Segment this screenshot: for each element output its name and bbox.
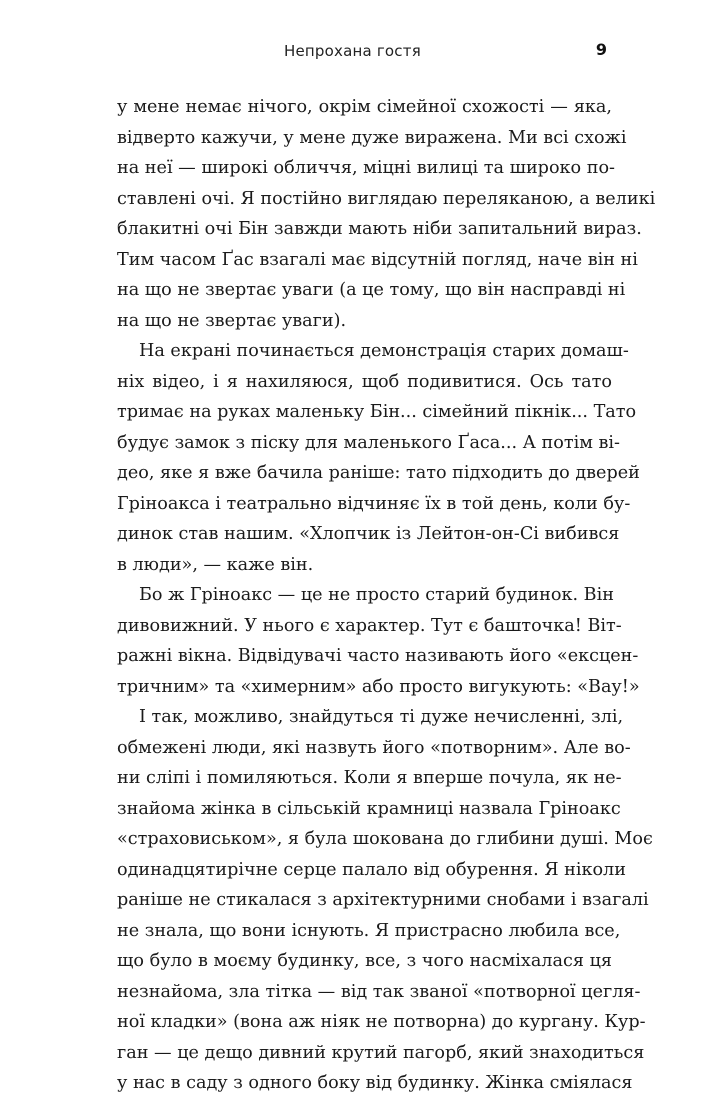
text-line: в люди», — каже він. — [117, 554, 314, 575]
text-line: «страховиськом», я була шокована до глибини душі. Моє — [117, 829, 653, 849]
text-line: динок став нашим. «Хлопчик із Лейтон-он-Сі вибився — [117, 524, 620, 544]
text-line: знайома жінка в сільській крамниці назвала Гріноакс — [117, 798, 621, 819]
text-line: обмежені люди, які назвуть його «потворним». Але во- — [117, 737, 631, 758]
text-line: ставлені очі. Я постійно виглядаю переляканою, а великі — [117, 188, 656, 209]
text-line: не знала, що вони існують. Я пристрасно любила все, — [117, 920, 621, 941]
text-line: раніше не стикалася з архітектурними снобами і взагалі — [117, 890, 649, 910]
text-line: І так, можливо, знайдуться ті дуже нечисленні, злі, — [139, 707, 624, 727]
text-line: тричним» та «химерним» або просто вигукують: «Вау!» — [117, 676, 640, 697]
text-line: у мене немає нічого, окрім сімейної схожості — яка, — [117, 97, 612, 117]
text-line: ної кладки» (вона аж ніяк не потворна) до кургану. Кур- — [117, 1012, 646, 1032]
text-line: ган — це дещо дивний крутий пагорб, який знаходиться — [117, 1042, 645, 1063]
text-line: тримає на руках маленьку Бін... сімейний пікнік... Тато — [117, 402, 637, 422]
text-line: Тим часом Ґас взагалі має відсутній погляд, наче він ні — [117, 249, 638, 270]
text-line: ни сліпі і помиляються. Коли я вперше почула, як не- — [117, 768, 622, 788]
text-line: відверто кажучи, у мене дуже виражена. Ми всі схожі — [117, 127, 627, 148]
text-line: део, яке я вже бачила раніше: тато підходить до дверей — [117, 463, 640, 483]
text-line: будує замок з піску для маленького Ґаса... А потім ві- — [117, 432, 620, 453]
text-line: Гріноакса і театрально відчиняє їх в той день, коли бу- — [117, 493, 631, 514]
text-line: ражні вікна. Відвідувачі часто називають його «ексцен- — [117, 646, 639, 666]
text-line: у нас в саду з одного боку від будинку. Жінка сміялася — [117, 1073, 633, 1093]
text-line: на неї — широкі обличчя, міцні вилиці та широко по- — [117, 158, 615, 178]
text-line: незнайома, зла тітка — від так званої «потворної цегля- — [117, 981, 641, 1002]
text-line: ніх відео, і я нахиляюся, щоб подивитися. Ось тато — [117, 371, 612, 392]
text-line: блакитні очі Бін завжди мають ніби запитальний вираз. — [117, 219, 642, 239]
text-line: одинадцятирічне серце палало від обурення. Я ніколи — [117, 859, 626, 880]
text-line: На екрані починається демонстрація старих домаш- — [139, 341, 629, 361]
text-line: на що не звертає уваги (а це тому, що він насправді ні — [117, 280, 626, 300]
text-line: що було в моєму будинку, все, з чого насміхалася ця — [117, 951, 612, 971]
page-number: 9 — [595, 40, 607, 59]
running-head-title: Непрохана гостя — [284, 42, 421, 60]
text-line: дивовижний. У нього є характер. Тут є башточка! Віт- — [117, 615, 622, 636]
body-text — [117, 92, 656, 1099]
text-line: Бо ж Гріноакс — це не просто старий будинок. Він — [139, 585, 614, 605]
text-line: на що не звертає уваги). — [117, 310, 347, 331]
